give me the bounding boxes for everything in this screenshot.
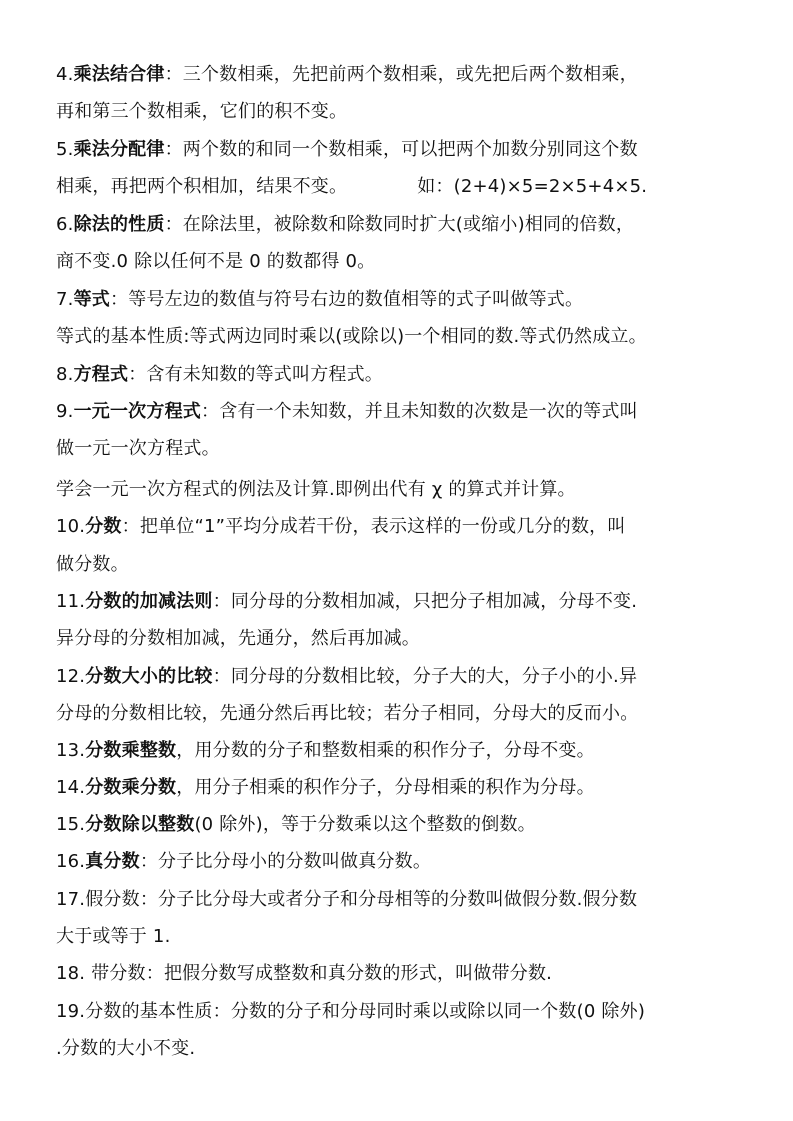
item-number: 5. (56, 139, 74, 160)
item-number: 14. (56, 777, 86, 798)
item-number: 7. (56, 289, 74, 310)
item-number: 13. (56, 740, 86, 761)
item-5-line-1 (56, 138, 638, 162)
item-term: 分数乘分数 (85, 777, 177, 798)
item-12-line-1 (56, 665, 637, 689)
item-continuation: 等式的基本性质:等式两边同时乘以(或除以)一个相同的数.等式仍然成立。 (56, 326, 647, 347)
item-13-line-1 (56, 739, 595, 763)
item-7-line-1 (56, 288, 583, 312)
item-text: 同分母的分数相加减，只把分子相加减，分母不变. (230, 591, 638, 612)
item-18-line-1 (56, 962, 552, 986)
item-term: 分数大小的比较 (85, 666, 213, 687)
item-14-line-1 (56, 776, 595, 800)
item-term: 分数 (85, 516, 122, 537)
item-term: 分数除以整数 (85, 814, 195, 835)
item-term: 方程式 (73, 364, 129, 385)
item-text: 用分数的分子和整数相乘的积作分子，分母不变。 (194, 740, 595, 761)
item-number: 10. (56, 516, 86, 537)
item-text: 两个数的和同一个数相乘，可以把两个加数分别同这个数 (182, 139, 638, 160)
item-9-note (56, 478, 576, 502)
item-separator: ： (121, 516, 140, 537)
item-4-line-1 (56, 63, 638, 87)
item-text: 带分数：把假分数写成整数和真分数的形式，叫做带分数. (85, 963, 553, 984)
item-term: 乘法结合律 (73, 64, 165, 85)
item-text: 同分母的分数相比较，分子大的大，分子小的小.异 (230, 666, 638, 687)
item-term: 等式 (73, 289, 110, 310)
item-separator: ： (139, 851, 159, 872)
item-separator: ， (176, 777, 195, 798)
item-text: 分数的基本性质：分数的分子和分母同时乘以或除以同一个数(0 除外) (85, 1001, 646, 1022)
item-10-line-1 (56, 515, 626, 539)
item-separator: (0 除外)， (194, 814, 282, 835)
item-term: 乘法分配律 (73, 139, 165, 160)
item-continuation: 分母的分数相比较，先通分然后再比较；若分子相同，分母大的反而小。 (56, 703, 639, 724)
item-example: 如：(2+4)×5=2×5+4×5. (417, 176, 648, 197)
item-number: 9. (56, 401, 74, 422)
item-15-line-1 (56, 813, 536, 837)
item-4-line-2 (56, 100, 347, 124)
item-17-line-1 (56, 888, 637, 912)
item-text: 含有未知数的等式叫方程式。 (146, 364, 383, 385)
item-separator: ： (200, 401, 220, 422)
item-number: 8. (56, 364, 74, 385)
item-number: 19. (56, 1001, 86, 1022)
item-continuation: 做分数。 (56, 554, 129, 575)
item-text: 假分数：分子比分母大或者分子和分母相等的分数叫做假分数.假分数 (85, 889, 638, 910)
item-19-line-2 (56, 1037, 195, 1061)
item-number: 15. (56, 814, 86, 835)
item-number: 6. (56, 214, 74, 235)
item-19-line-1 (56, 1000, 645, 1024)
item-continuation: 商不变.0 除以任何不是 0 的数都得 0。 (56, 251, 376, 272)
item-term: 一元一次方程式 (73, 401, 201, 422)
item-term: 除法的性质 (73, 214, 165, 235)
item-text: 分子比分母小的分数叫做真分数。 (158, 851, 432, 872)
item-11-line-1 (56, 590, 637, 614)
item-8-line-1 (56, 363, 383, 387)
item-separator: ， (176, 740, 195, 761)
item-6-line-2 (56, 250, 375, 274)
item-separator: ： (128, 364, 147, 385)
item-11-line-2 (56, 627, 420, 651)
item-continuation: 异分母的分数相加减，先通分，然后再加减。 (56, 628, 420, 649)
item-continuation: 相乘，再把两个积相加，结果不变。 (56, 176, 348, 197)
item-16-line-1 (56, 850, 431, 874)
item-number: 16. (56, 851, 86, 872)
item-text: 等于分数乘以这个整数的倒数。 (281, 814, 536, 835)
item-continuation: 做一元一次方程式。 (56, 438, 220, 459)
item-5-line-2 (56, 175, 647, 199)
item-text: 在除法里，被除数和除数同时扩大(或缩小)相同的倍数， (182, 214, 635, 235)
item-note: 学会一元一次方程式的例法及计算.即例出代有 χ 的算式并计算。 (56, 479, 576, 500)
item-text: 含有一个未知数，并且未知数的次数是一次的等式叫 (219, 401, 638, 422)
item-separator: ： (109, 289, 129, 310)
item-separator: ： (212, 666, 231, 687)
item-continuation: .分数的大小不变. (56, 1038, 196, 1059)
item-text: 三个数相乘，先把前两个数相乘，或先把后两个数相乘， (182, 64, 638, 85)
item-separator: ： (164, 214, 183, 235)
item-separator: ： (164, 139, 183, 160)
item-continuation: 大于或等于 1. (56, 926, 171, 947)
item-6-line-1 (56, 213, 634, 237)
item-number: 18. (56, 963, 86, 984)
item-10-line-2 (56, 553, 129, 577)
item-continuation: 再和第三个数相乘，它们的积不变。 (56, 101, 348, 122)
item-text: 用分子相乘的积作分子，分母相乘的积作为分母。 (194, 777, 595, 798)
item-text: 等号左边的数值与符号右边的数值相等的式子叫做等式。 (128, 289, 584, 310)
item-term: 真分数 (85, 851, 140, 872)
item-number: 4. (56, 64, 74, 85)
item-term: 分数乘整数 (85, 740, 177, 761)
item-17-line-2 (56, 925, 171, 949)
item-number: 11. (56, 591, 86, 612)
item-9-line-1 (56, 400, 638, 424)
item-number: 17. (56, 889, 86, 910)
item-term: 分数的加减法则 (85, 591, 213, 612)
item-text: 把单位“1”平均分成若干份，表示这样的一份或几分的数，叫 (139, 516, 626, 537)
item-12-line-2 (56, 702, 638, 726)
item-7-line-2 (56, 325, 647, 349)
item-9-line-2 (56, 437, 220, 461)
item-separator: ： (212, 591, 231, 612)
item-separator: ： (164, 64, 183, 85)
item-number: 12. (56, 666, 86, 687)
